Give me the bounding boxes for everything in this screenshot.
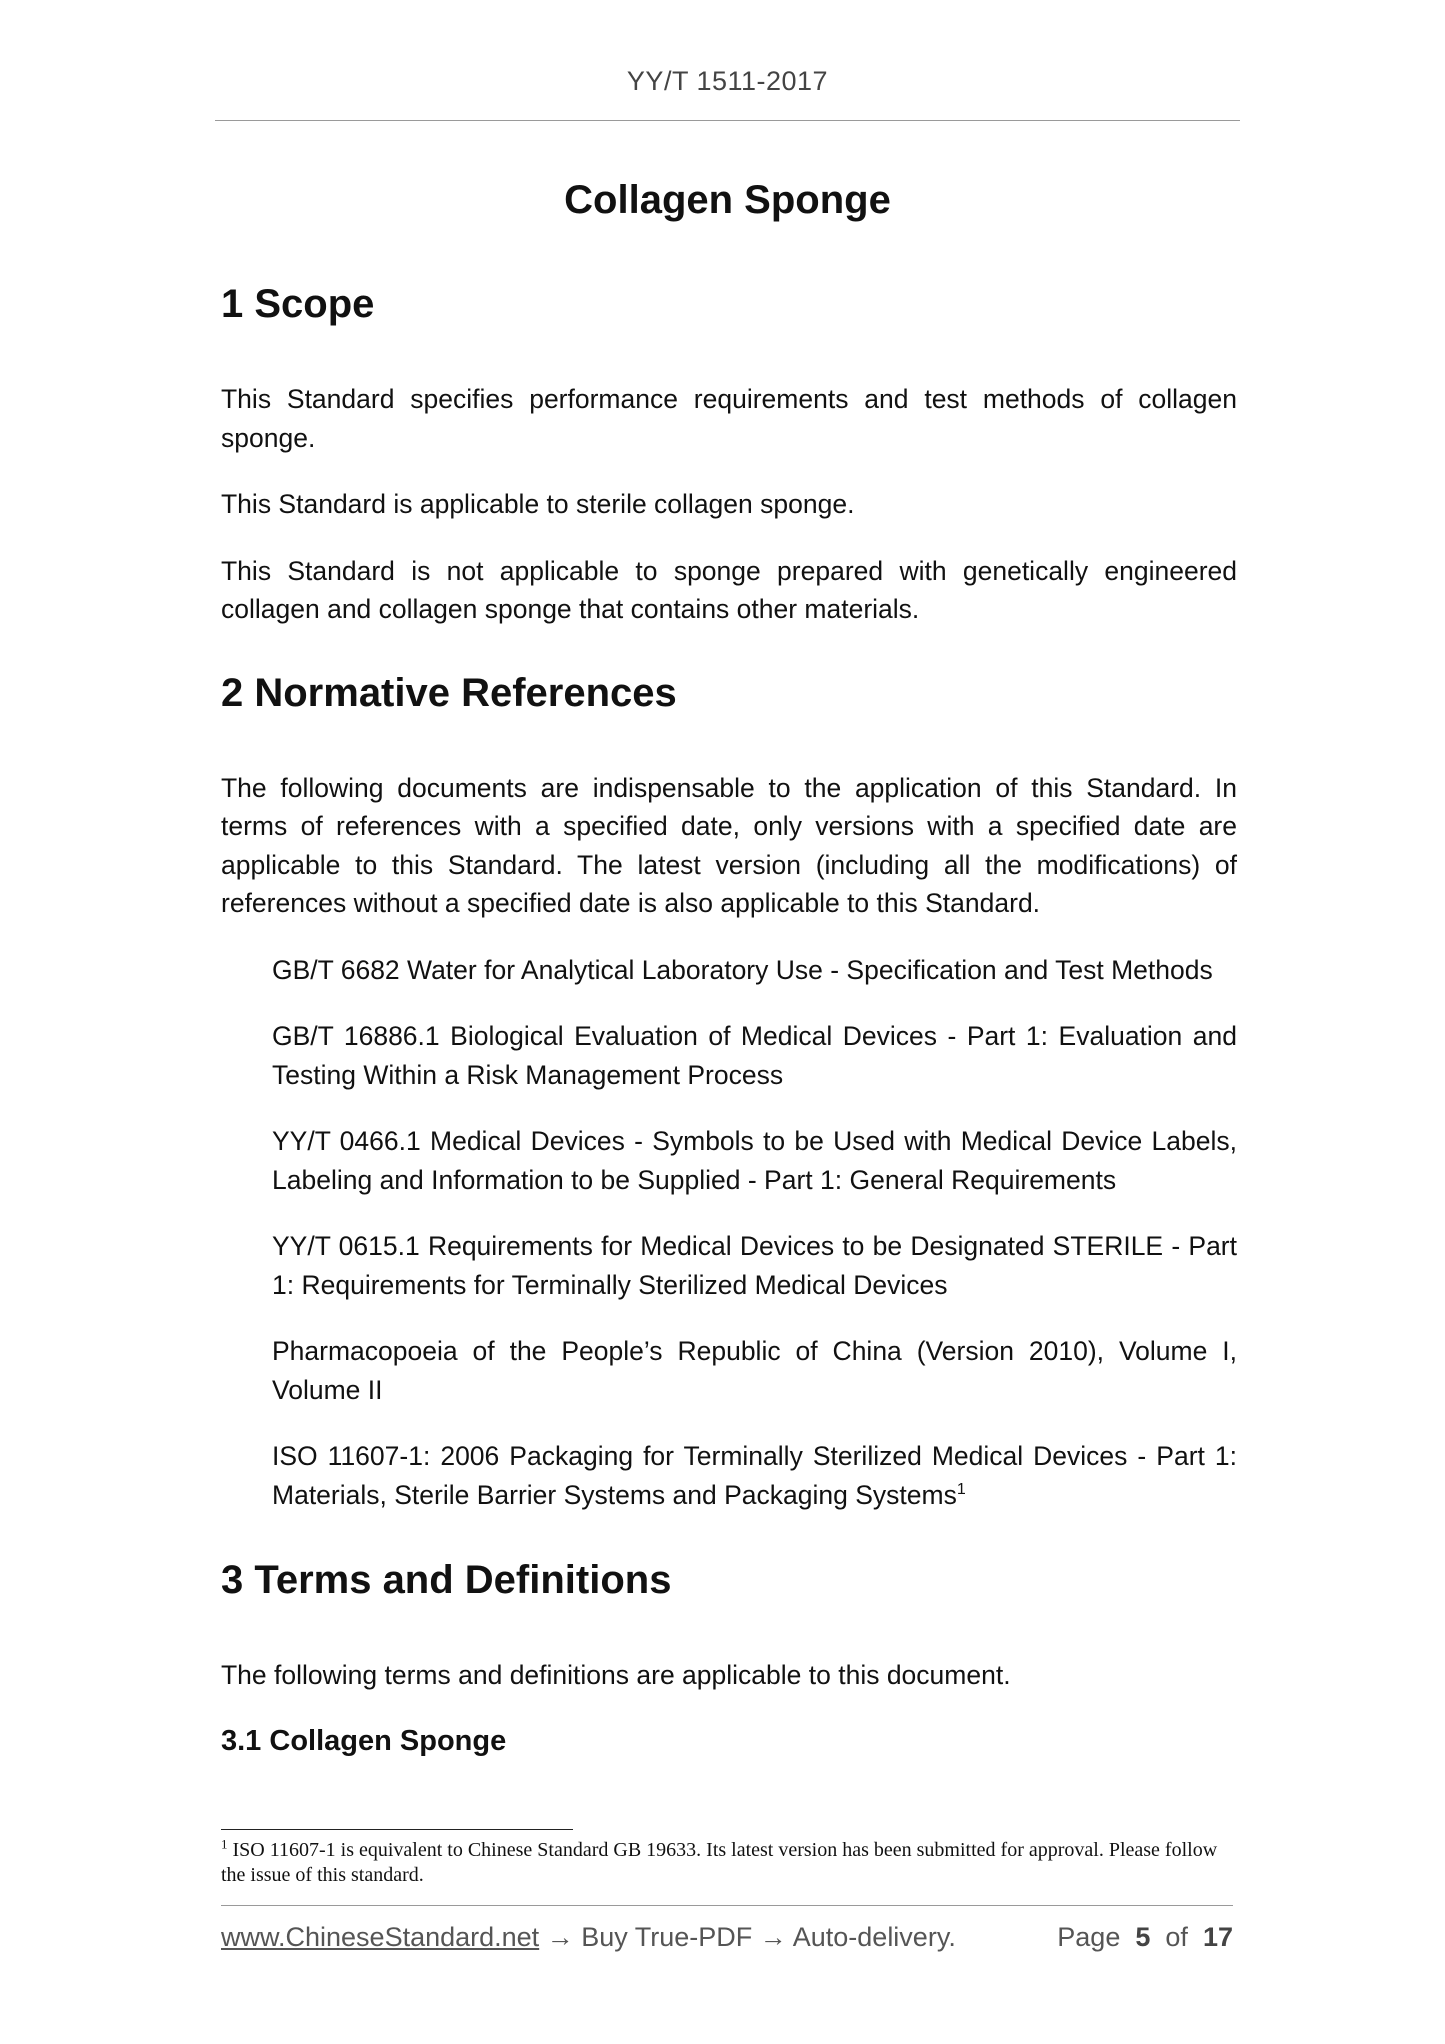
footnote (221, 1838, 1221, 1888)
section-scope (221, 280, 1237, 629)
page-header-doc-code: YY/T 1511-2017 (626, 66, 829, 96)
reference-item: GB/T 6682 Water for Analytical Laboratory Use - Specification and Test Methods (272, 954, 1213, 985)
scope-paragraph: This Standard specifies performance requirements and test methods of collagen sponge. (221, 384, 1237, 453)
page-of-label: of (1165, 1922, 1188, 1952)
reference-item: GB/T 16886.1 Biological Evaluation of Medical Devices - Part 1: Evaluation and Testing Within a Risk Management Process (272, 1021, 1237, 1090)
header-divider (215, 120, 1240, 121)
section-heading-terms-definitions: 3 Terms and Definitions (221, 1558, 672, 1602)
reference-item-text: ISO 11607-1: 2006 Packaging for Terminally Sterilized Medical Devices - Part 1: Materials, Sterile Barrier Systems and Packaging Systems (272, 1441, 1237, 1510)
page-number (1057, 1922, 1233, 1953)
footnote-marker[interactable]: 1 (956, 1480, 966, 1498)
page-total: 17 (1202, 1922, 1233, 1952)
scope-paragraph: This Standard is applicable to sterile collagen sponge. (221, 489, 855, 519)
section-terms-definitions (221, 1556, 1237, 1760)
footnote-number: 1 (221, 1836, 228, 1852)
section-heading-normative-references: 2 Normative References (221, 670, 677, 715)
terms-intro-paragraph: The following terms and definitions are applicable to this document. (221, 1660, 1011, 1690)
document-title: Collagen Sponge (564, 178, 891, 222)
footer-divider (221, 1905, 1233, 1906)
scope-paragraph: This Standard is not applicable to sponge prepared with genetically engineered collagen and collagen sponge that contains other materials. (221, 555, 1237, 624)
page-current: 5 (1135, 1922, 1151, 1952)
footer-tagline: → Buy True-PDF → Auto-delivery. (539, 1922, 956, 1952)
document-body (221, 280, 1237, 1760)
section-normative-references (221, 669, 1237, 1515)
reference-item: Pharmacopoeia of the People’s Republic of China (Version 2010), Volume I, Volume II (272, 1336, 1237, 1405)
footnote-text: ISO 11607-1 is equivalent to Chinese Standard GB 19633. Its latest version has been submitted for approval. Please follow the issue of this standard. (221, 1839, 1218, 1886)
normative-intro-paragraph: The following documents are indispensable to the application of this Standard. In terms of references with a specified date, only versions with a specified date are applicable to this Standard. The latest version (including all the modifications) of references without a specified date is also applicable to this Standard. (221, 772, 1237, 918)
reference-item: YY/T 0615.1 Requirements for Medical Devices to be Designated STERILE - Part 1: Requirements for Terminally Sterilized Medical Devices (272, 1231, 1237, 1300)
page-footer (221, 1922, 1233, 1953)
page-label: Page (1057, 1922, 1121, 1952)
reference-item (272, 1437, 1237, 1514)
footnote-divider (221, 1829, 573, 1830)
website-link[interactable]: www.ChineseStandard.net (221, 1922, 540, 1952)
subsection-heading-collagen-sponge: 3.1 Collagen Sponge (221, 1724, 507, 1757)
section-heading-scope: 1 Scope (221, 282, 375, 326)
reference-item: YY/T 0466.1 Medical Devices - Symbols to be Used with Medical Device Labels, Labeling and Information to be Supplied - Part 1: General Requirements (272, 1126, 1237, 1195)
